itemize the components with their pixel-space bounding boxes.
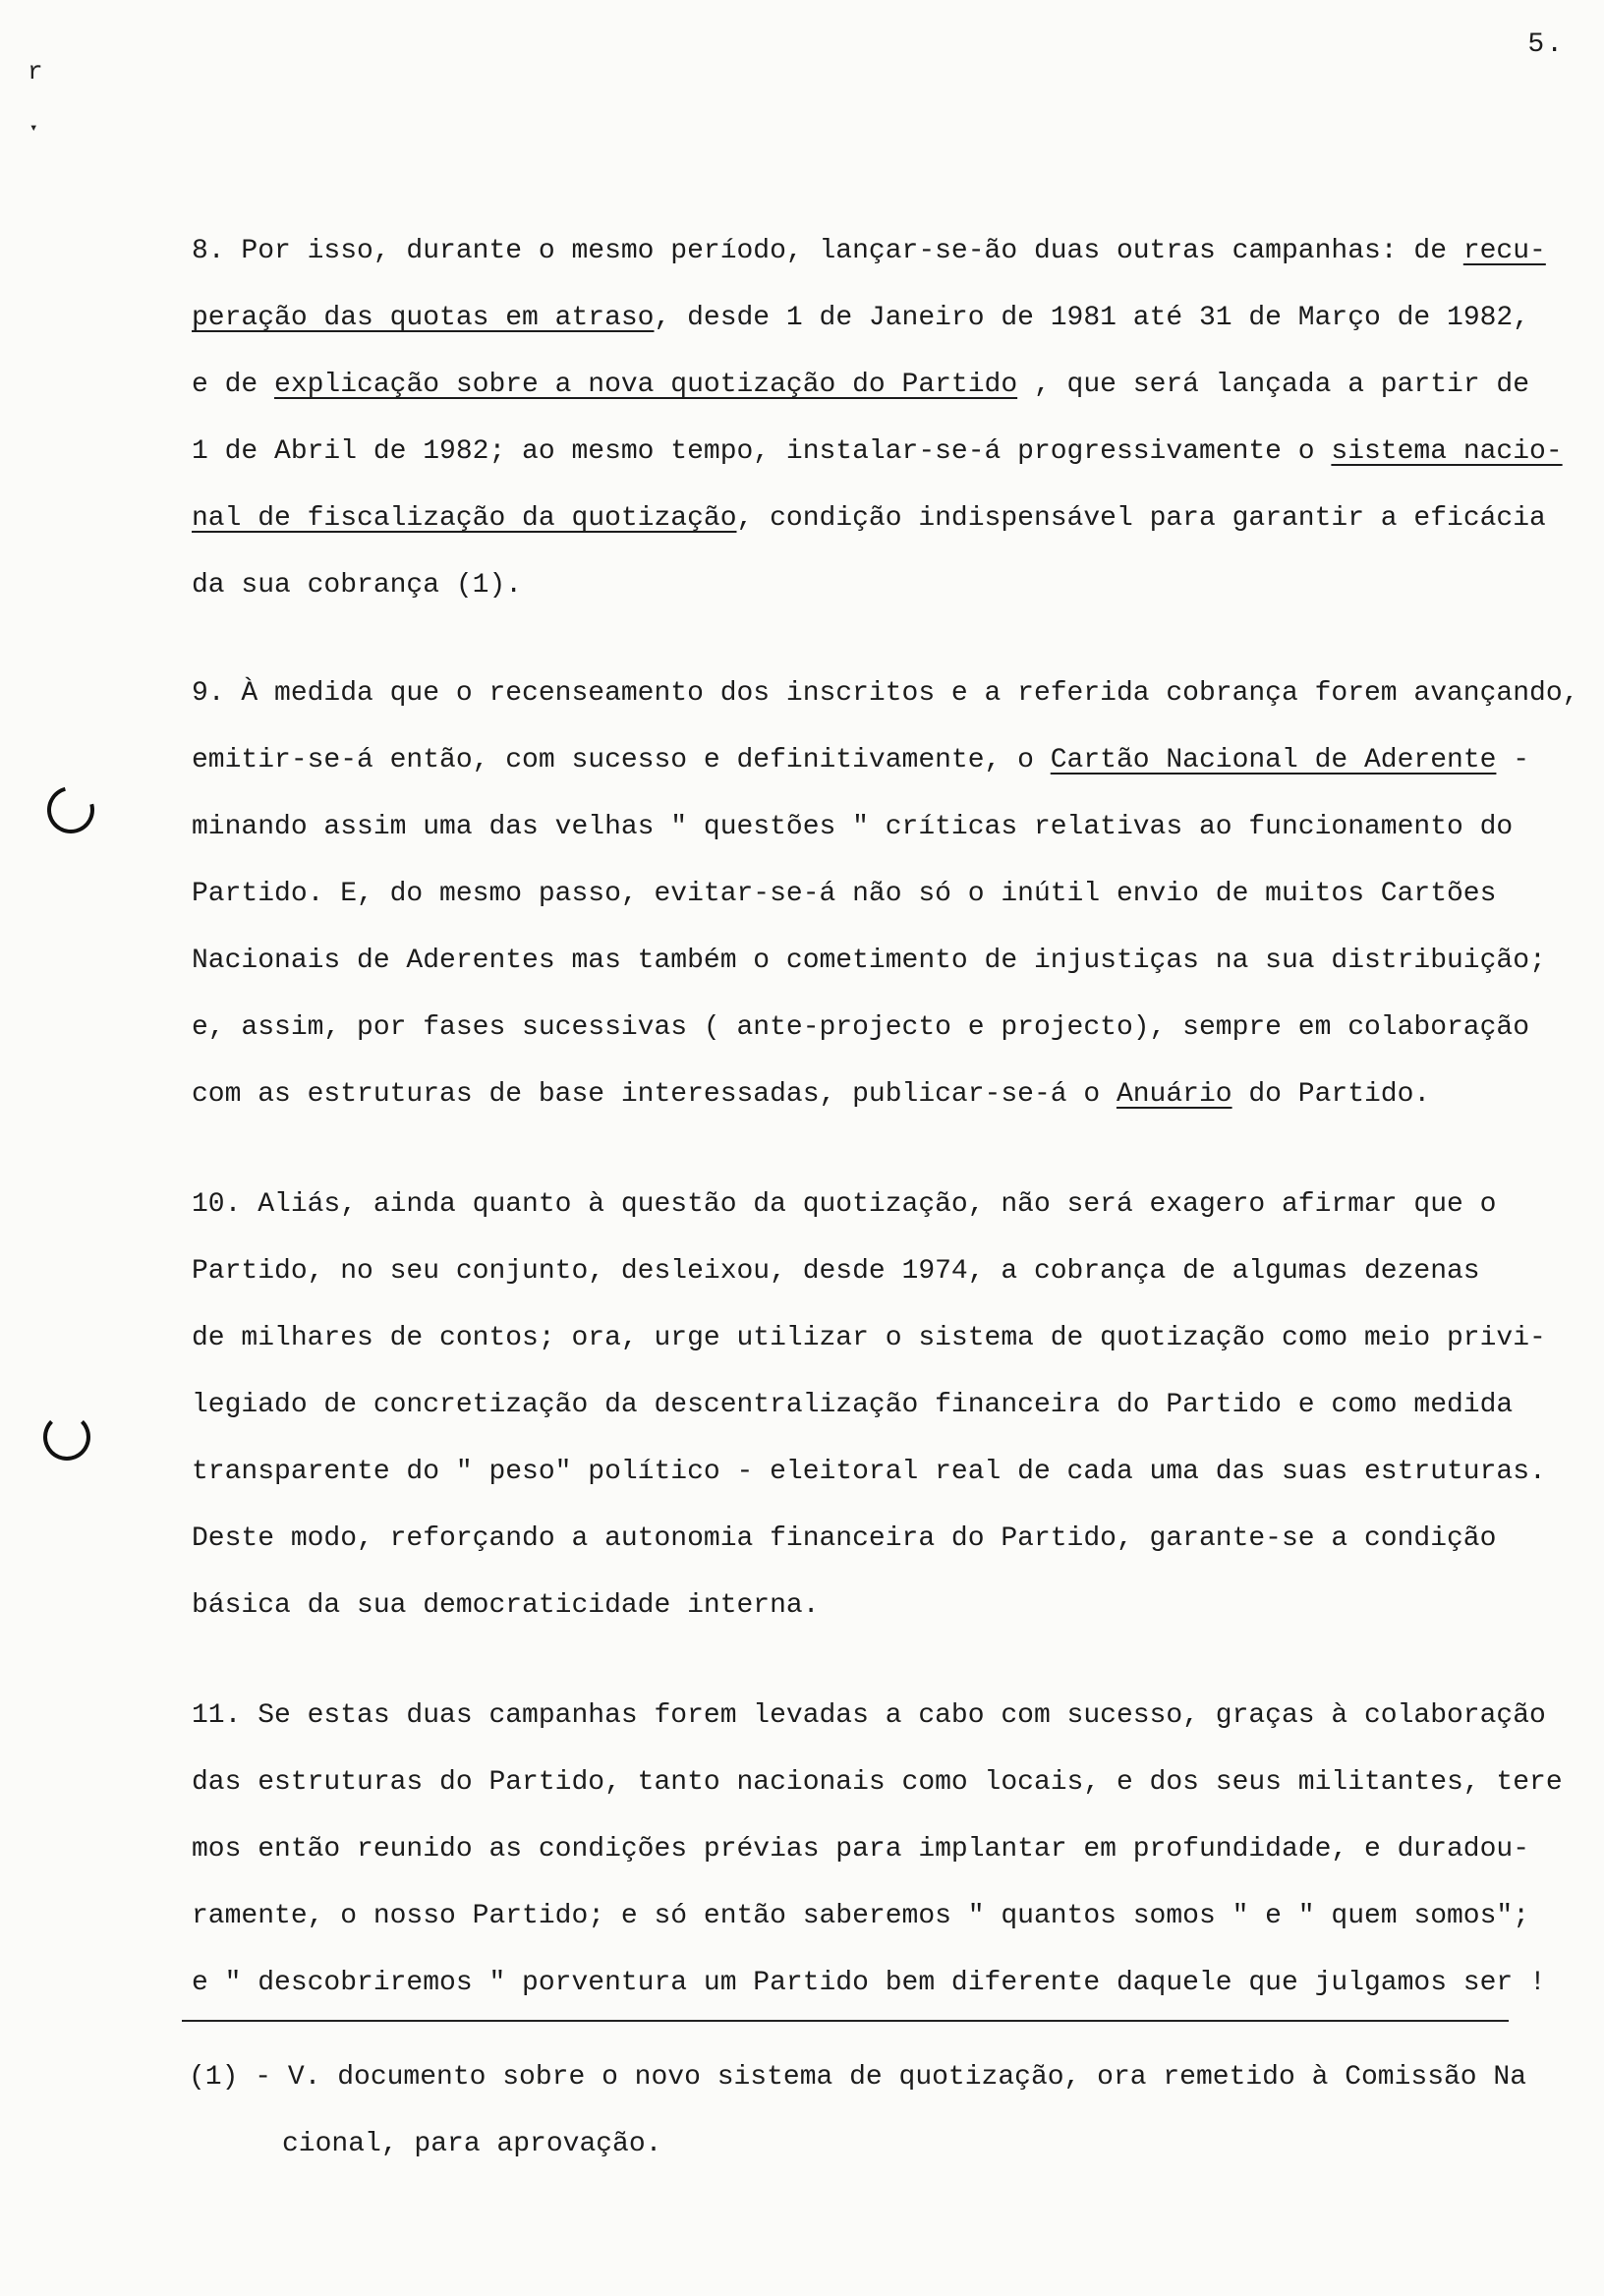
text-line — [192, 660, 1579, 727]
text-run: e de — [192, 370, 275, 400]
text-line — [192, 1439, 1568, 1506]
footnote-line: (1) - V. documento sobre o novo sistema de quotização, ora remetido à Comissão Na — [189, 2062, 1527, 2093]
text-line — [192, 1305, 1568, 1372]
underlined-text: recu- — [1462, 236, 1546, 266]
text-line — [192, 861, 1568, 928]
text-run: Partido. E, do mesmo passo, evitar-se-á não só o inútil envio de muitos Cartões — [192, 879, 1497, 909]
text-run: do Partido. — [1232, 1079, 1431, 1110]
text-run: 11. Se estas duas campanhas forem levadas a cabo com sucesso, graças à colaboração — [192, 1700, 1546, 1731]
text-line — [192, 552, 1568, 619]
text-line — [192, 285, 1568, 352]
underlined-text: Anuário — [1116, 1079, 1232, 1110]
text-line — [192, 928, 1568, 995]
text-line — [192, 794, 1568, 861]
text-line — [192, 1062, 1568, 1128]
text-run: transparente do " peso" político - eleitoral real de cada uma das suas estruturas. — [192, 1457, 1546, 1487]
underlined-text: explicação sobre a nova quotização do Partido — [274, 370, 1018, 400]
text-line — [192, 1506, 1568, 1573]
underlined-text: sistema nacio- — [1331, 436, 1563, 467]
footnote-separator — [182, 2020, 1509, 2022]
footnote-line: cional, para aprovação. — [282, 2129, 662, 2159]
text-run: da sua cobrança (1). — [192, 570, 523, 601]
text-run: , desde 1 de Janeiro de 1981 até 31 de Março de 1982, — [654, 303, 1530, 333]
text-run: - — [1496, 745, 1530, 775]
text-line — [192, 1372, 1568, 1439]
text-run: com as estruturas de base interessadas, publicar-se-á o — [192, 1079, 1117, 1110]
text-run: 1 de Abril de 1982; ao mesmo tempo, instalar-se-á progressivamente o — [192, 436, 1332, 467]
underlined-text: Cartão Nacional de Aderente — [1050, 745, 1497, 775]
text-line — [192, 486, 1568, 552]
text-line — [192, 1883, 1568, 1950]
text-run: e " descobriremos " porventura um Partido bem diferente daquele que julgamos ser ! — [192, 1968, 1546, 1998]
text-run: legiado de concretização da descentralização financeira do Partido e como medida — [192, 1390, 1514, 1420]
text-run: mos então reunido as condições prévias para implantar em profundidade, e duradou- — [192, 1834, 1530, 1865]
text-run: Nacionais de Aderentes mas também o cometimento de injustiças na sua distribuição; — [192, 946, 1546, 976]
text-line — [192, 1172, 1568, 1238]
text-run: 8. Por isso, durante o mesmo período, lançar-se-ão duas outras campanhas: de — [192, 236, 1463, 266]
text-run: básica da sua democraticidade interna. — [192, 1590, 820, 1621]
text-line — [192, 1750, 1568, 1816]
paragraph-9 — [192, 660, 1579, 1128]
underlined-text: peração das quotas em atraso — [192, 303, 655, 333]
text-line — [192, 1950, 1568, 2017]
text-run: ramente, o nosso Partido; e só então saberemos " quantos somos " e " quem somos"; — [192, 1901, 1530, 1931]
text-run: , que será lançada a partir de — [1017, 370, 1530, 400]
text-line — [192, 995, 1568, 1062]
page-number: 5. — [1527, 29, 1565, 60]
scan-mark: ▾ — [29, 121, 38, 137]
text-line — [192, 352, 1568, 419]
paragraph-10 — [192, 1172, 1568, 1639]
text-line — [192, 1816, 1568, 1883]
text-run: , condição indispensável para garantir a eficácia — [736, 503, 1546, 534]
text-line — [192, 218, 1568, 285]
text-line — [192, 727, 1568, 794]
text-run: minando assim uma das velhas " questões " críticas relativas ao funcionamento do — [192, 812, 1514, 842]
text-run: emitir-se-á então, com sucesso e definitivamente, o — [192, 745, 1051, 775]
text-run: das estruturas do Partido, tanto nacionais como locais, e dos seus militantes, tere — [192, 1767, 1563, 1798]
underlined-text: nal de fiscalização da quotização — [192, 503, 737, 534]
text-run: 10. Aliás, ainda quanto à questão da quotização, não será exagero afirmar que o — [192, 1189, 1497, 1220]
text-run: de milhares de contos; ora, urge utilizar o sistema de quotização como meio privi- — [192, 1323, 1546, 1353]
punch-hole — [38, 777, 103, 842]
text-run: e, assim, por fases sucessivas ( ante-projecto e projecto), sempre em colaboração — [192, 1012, 1530, 1043]
paragraph-8 — [192, 218, 1568, 619]
paragraph-11 — [192, 1683, 1568, 2017]
scan-mark: r — [28, 57, 43, 86]
text-run: 9. À medida que o recenseamento dos inscritos e a referida cobrança forem avançando, — [192, 678, 1579, 709]
text-line — [192, 1683, 1568, 1750]
text-line — [192, 1238, 1568, 1305]
text-line — [192, 1573, 1568, 1639]
punch-hole — [43, 1413, 90, 1461]
text-run: Deste modo, reforçando a autonomia financeira do Partido, garante-se a condição — [192, 1523, 1497, 1554]
footnote — [189, 2044, 1565, 2178]
text-run: Partido, no seu conjunto, desleixou, desde 1974, a cobrança de algumas dezenas — [192, 1256, 1480, 1287]
text-line — [192, 419, 1568, 486]
